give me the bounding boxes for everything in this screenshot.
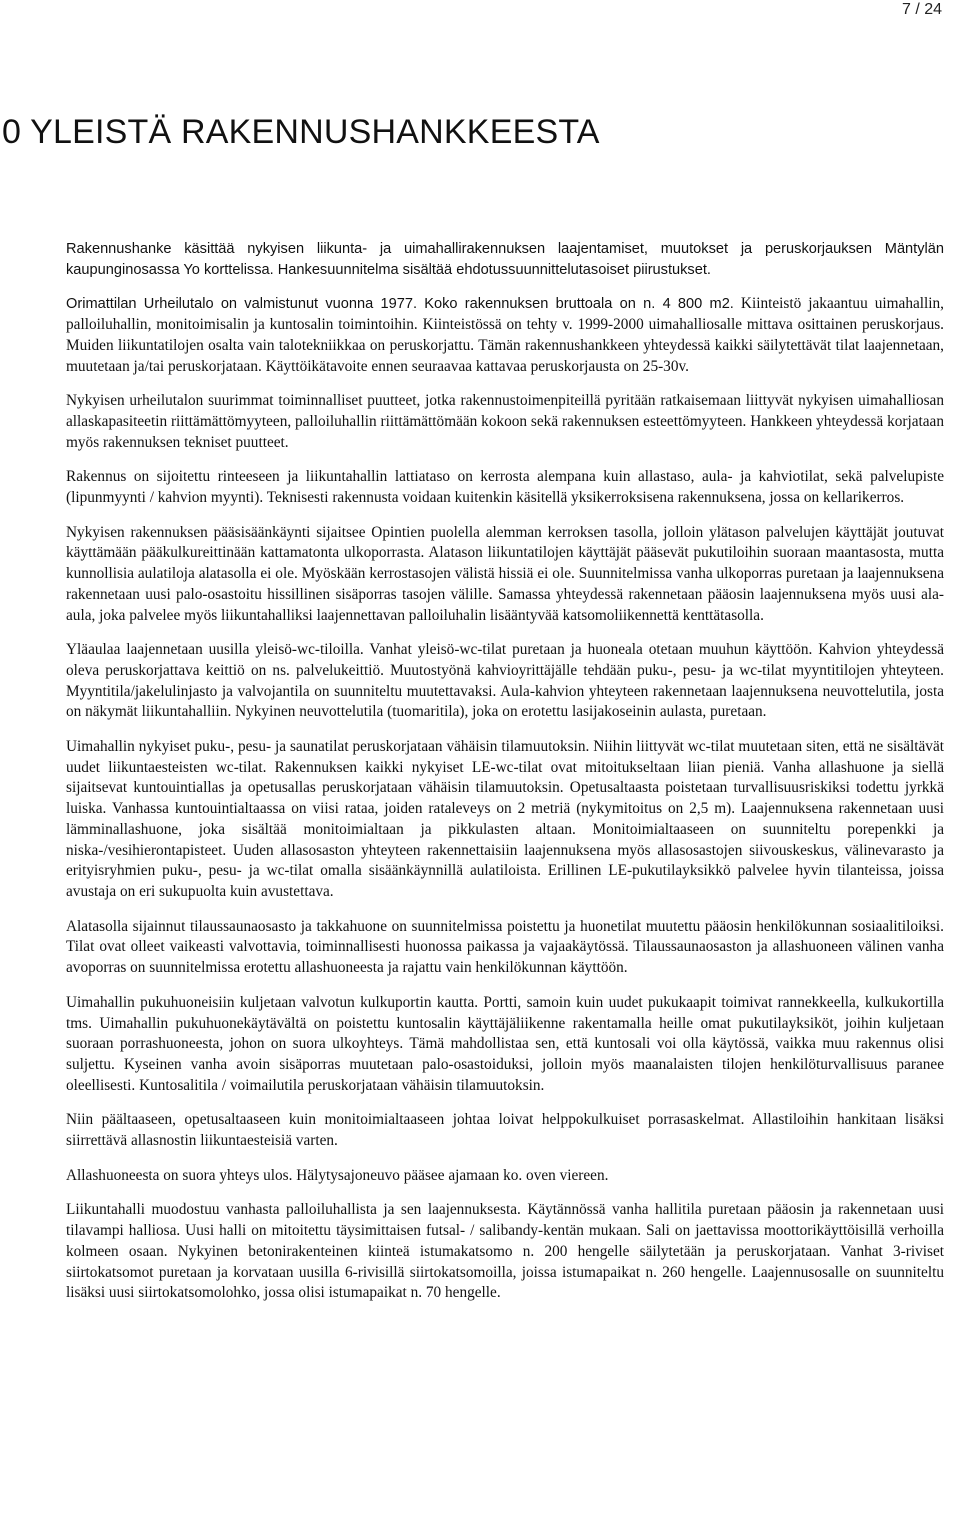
paragraph-5: Yläaulaa laajennetaan uusilla yleisö-wc-tiloilla. Vanhat yleisö-wc-tilat puretaan ja huoneala otetaan muuhun käyttöön. Kahvion yhteydessä oleva peruskorjattava keittiö on ns. palvelukeittiö. Muutostyönä kahvioyrittäjälle tehdään puku-, pesu- ja wc-tilat myyntitilojen yhteyteen. Myyntitila/jakelulinjasto ja valvojantila on suunniteltu muutettavaksi. Aula-kahvion yhteyteen rakennetaan laajennuksena neuvottelutila, josta on näkymät liikuntahalliin. Nykyinen neuvottelutila (tuomaritila), joka on erotettu lasijakoseinin aulasta, puretaan. xyxy=(66,641,944,721)
paragraph-9: Niin päältaaseen, opetusaltaaseen kuin monitoimialtaaseen johtaa loivat helppokulkuiset porrasaskelmat. Allastiloihin hankitaan lisäksi siirrettävä allasnostin liikuntaesteisiä varten. xyxy=(66,1111,944,1150)
page-number: 7 / 24 xyxy=(901,1,942,18)
intro-paragraph xyxy=(66,239,944,280)
page-title: 0 YLEISTÄ RAKENNUSHANKKEESTA xyxy=(2,113,600,151)
intro-text: Rakennushanke käsittää nykyisen liikunta- ja uimahallirakennuksen laajentamiset, muutokset ja peruskorjauksen Mäntylän kaupunginosassa Yo korttelissa. Hankesuunnitelma sisältää ehdotussuunnittelutasoiset piirustukset. xyxy=(66,241,944,278)
paragraph-1-text: Kiinteistö jakaantuu uimahallin, palloiluhallin, monitoimisalin ja kuntosalin toimintoihin. Kiinteistössä on tehty v. 1999-2000 uimahalliosalle mittava osittainen peruskorjaus. Muiden liikuntatilojen osalta vain talotekniikkaa on peruskorjattu. Tämän rakennushankkeen yhteydessä kaikki säilytettävät tilat laajennetaan, muutetaan ja/tai peruskorjataan. Käyttöikätavoite ennen seuraavaa kattavaa peruskorjausta on 25-30v. xyxy=(66,295,944,375)
paragraph-11: Liikuntahalli muodostuu vanhasta palloiluhallista ja sen laajennuksesta. Käytännössä vanha hallitila puretaan pääosin ja rakennetaan uusi tilavampi halliosa. Uusi halli on mitoitettu täysimittaisen futsal- / salibandy-kentän mukaan. Sali on jaettavissa moottorikäyttöisillä verhoilla kolmeen osaan. Nykyinen betonirakenteinen kiinteä istumakatsomo n. 200 hengelle säilytetään ja peruskorjataan. Vanhat 3-riviset siirtokatsomot puretaan ja korvataan uusilla 6-rivisillä siirtokatsomoilla, joissa istumapaikat n. 260 hengelle. Laajennusosalle on suunniteltu lisäksi uusi siirtokatsomolohko, jossa olisi istumapaikat n. 70 hengelle. xyxy=(66,1201,944,1302)
paragraph-7: Alatasolla sijainnut tilaussaunaosasto ja takkahuone on suunnitelmissa poistettu ja huonetilat muutettu pääosin henkilökunnan sosiaalitiloiksi. Tilat ovat olleet vaikeasti valvottavia, toiminnallisesti huonossa paikassa ja vajaakäytössä. Tilaussaunaosaston ja allashuoneen välinen vanha avoporras on suunnitelmissa erotettu allashuoneesta ja rajattu vain henkilökunnan käyttöön. xyxy=(66,917,944,977)
paragraph-4: Nykyisen rakennuksen pääsisäänkäynti sijaitsee Opintien puolella alemman kerroksen tasolla, jolloin ylätason palvelujen käyttäjät joutuvat käyttämään pääkulkureittinään kattamatonta ulkoporrasta. Alatason liikuntatilojen käyttäjät pääsevät pukutiloihin suoraan maantasosta, mutta kunnollisia aulatiloja alatasolla ei ole. Myöskään kerrostasojen välistä hissiä ei ole. Suunnitelmissa vanha ulkoporras puretaan ja laajennuksena rakennetaan uusi palo-osastoitu hissillinen sisäporras tasojen välille. Samassa yhteydessä rakennetaan pääosin laajennuksena myös uusi ala-aula, joka palvelee myös liikuntahalliksi laajennettavan palloiluhalin lisääntyvää katsomoliikennettä kenttätasolla. xyxy=(66,523,944,624)
paragraph-8: Uimahallin pukuhuoneisiin kuljetaan valvotun kulkuportin kautta. Portti, samoin kuin uudet pukukaapit toimivat rannekkeella, kulkukortilla tms. Uimahallin pukuhuonekäytävältä on poistettu kuntosalin käyttäjäliikenne rakentamalla heille omat pukutilayksiköt, joihin kuljetaan suoraan porrashuoneesta, johon on suora ulkoyhteys. Tämä mahdollistaa sen, että kuntosali voi olla käytössä, vaikka muu rakennus olisi suljettu. Kyseinen vanha avoin sisäporras muutetaan palo-osastoiduksi, jolloin myös maanalaisten tilojen henkilöturvallisuus paranee oleellisesti. Kuntosalitila / voimailutila peruskorjataan vähäisin tilamuutoksin. xyxy=(66,993,944,1094)
paragraph-10: Allashuoneesta on suora yhteys ulos. Hälytysajoneuvo pääsee ajamaan ko. oven viereen. xyxy=(66,1166,609,1184)
paragraph-1-lead: Orimattilan Urheilutalo on valmistunut vuonna 1977. Koko rakennuksen bruttoala on n. 4 800 m2. xyxy=(66,296,734,313)
paragraph-3: Rakennus on sijoitettu rinteeseen ja liikuntahallin lattiataso on kerrosta alempana kuin allastaso, aula- ja kahviotilat, sekä palvelupiste (lipunmyynti / kahvion myynti). Teknisesti rakennusta voidaan kuitenkin käsitellä yksikerroksisena rakennuksena, jossa on kellarikerros. xyxy=(66,468,944,507)
paragraph-2: Nykyisen urheilutalon suurimmat toiminnalliset puutteet, jotka rakennustoimenpiteillä pyritään ratkaisemaan liittyvät nykyisen uimahalliosan allaskapasiteetin riittämättömyyteen, palloiluhallin riittämättömään kokoon sekä rakennuksen esteettömyyteen. Hankkeen yhteydessä korjataan myös rakennuksen tekniset puutteet. xyxy=(66,392,944,451)
paragraph-6: Uimahallin nykyiset puku-, pesu- ja saunatilat peruskorjataan vähäisin tilamuutoksin. Niihin liittyvät wc-tilat muutetaan siten, että ne sisältävät uudet liikuntaesteisten wc-tilat. Rakennuksen kaikki nykyiset LE-wc-tilat ovat mitoitukseltaan liian pieniä. Vanha allashuone ja siellä sijaitsevat kuntouintiallas ja opetusallas peruskorjataan vähäisin tilamuutoksin. Opetusaltaasta poistetaan turvallisuusriskiksi todettu jyrkkä luiska. Vanhassa kuntouintialtaassa on viisi rataa, joiden rataleveys on 2 metriä (nykymitoitus on 2,5 m). Laajennuksena rakennetaan uusi lämminallashuone, joka sisältää monitoimialtaan ja pikkulasten altaan. Monitoimialtaaseen on suunniteltu porepenkki ja niska-/vesihierontapisteet. Uuden allasosaston yhteyteen rakennettaisiin laajennuksena myös allasosastojen siivouskeskus, välinevarasto ja erityisryhmien puku-, pesu- ja wc-tilat omalla sisäänkäynnillä aulatiloista. Erillinen LE-pukutilayksikkö palvelee hyvin tilanteissa, joissa avustaja on eri sukupuolta kuin avustettava. xyxy=(66,738,944,900)
document-body xyxy=(66,239,944,1318)
paragraph-1 xyxy=(66,294,944,377)
